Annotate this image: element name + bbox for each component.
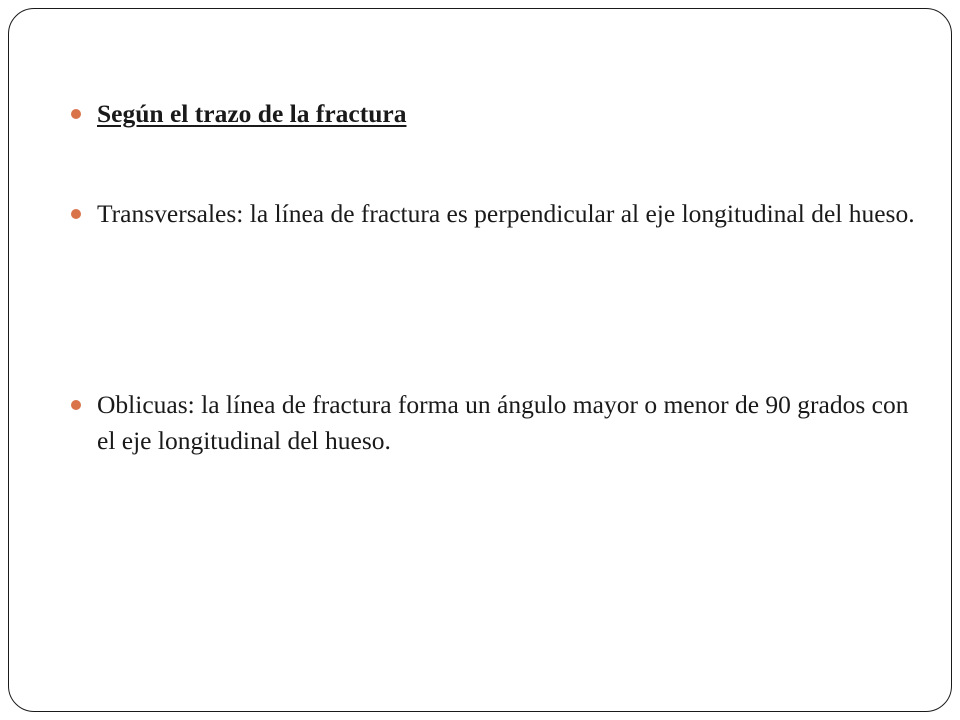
bullet-dot-icon — [71, 400, 81, 410]
bullet-dot-icon — [71, 109, 81, 119]
bullet-dot-icon — [71, 209, 81, 219]
bullet-text-transversales: Transversales: la línea de fractura es perpendicular al eje longitudinal del hueso. — [97, 199, 915, 228]
slide-frame — [8, 8, 952, 712]
bullet-text-oblicuas: Oblicuas: la línea de fractura forma un ángulo mayor o menor de 90 grados con el eje longitudinal del hueso. — [97, 390, 909, 455]
section-heading: Según el trazo de la fractura — [97, 99, 407, 128]
